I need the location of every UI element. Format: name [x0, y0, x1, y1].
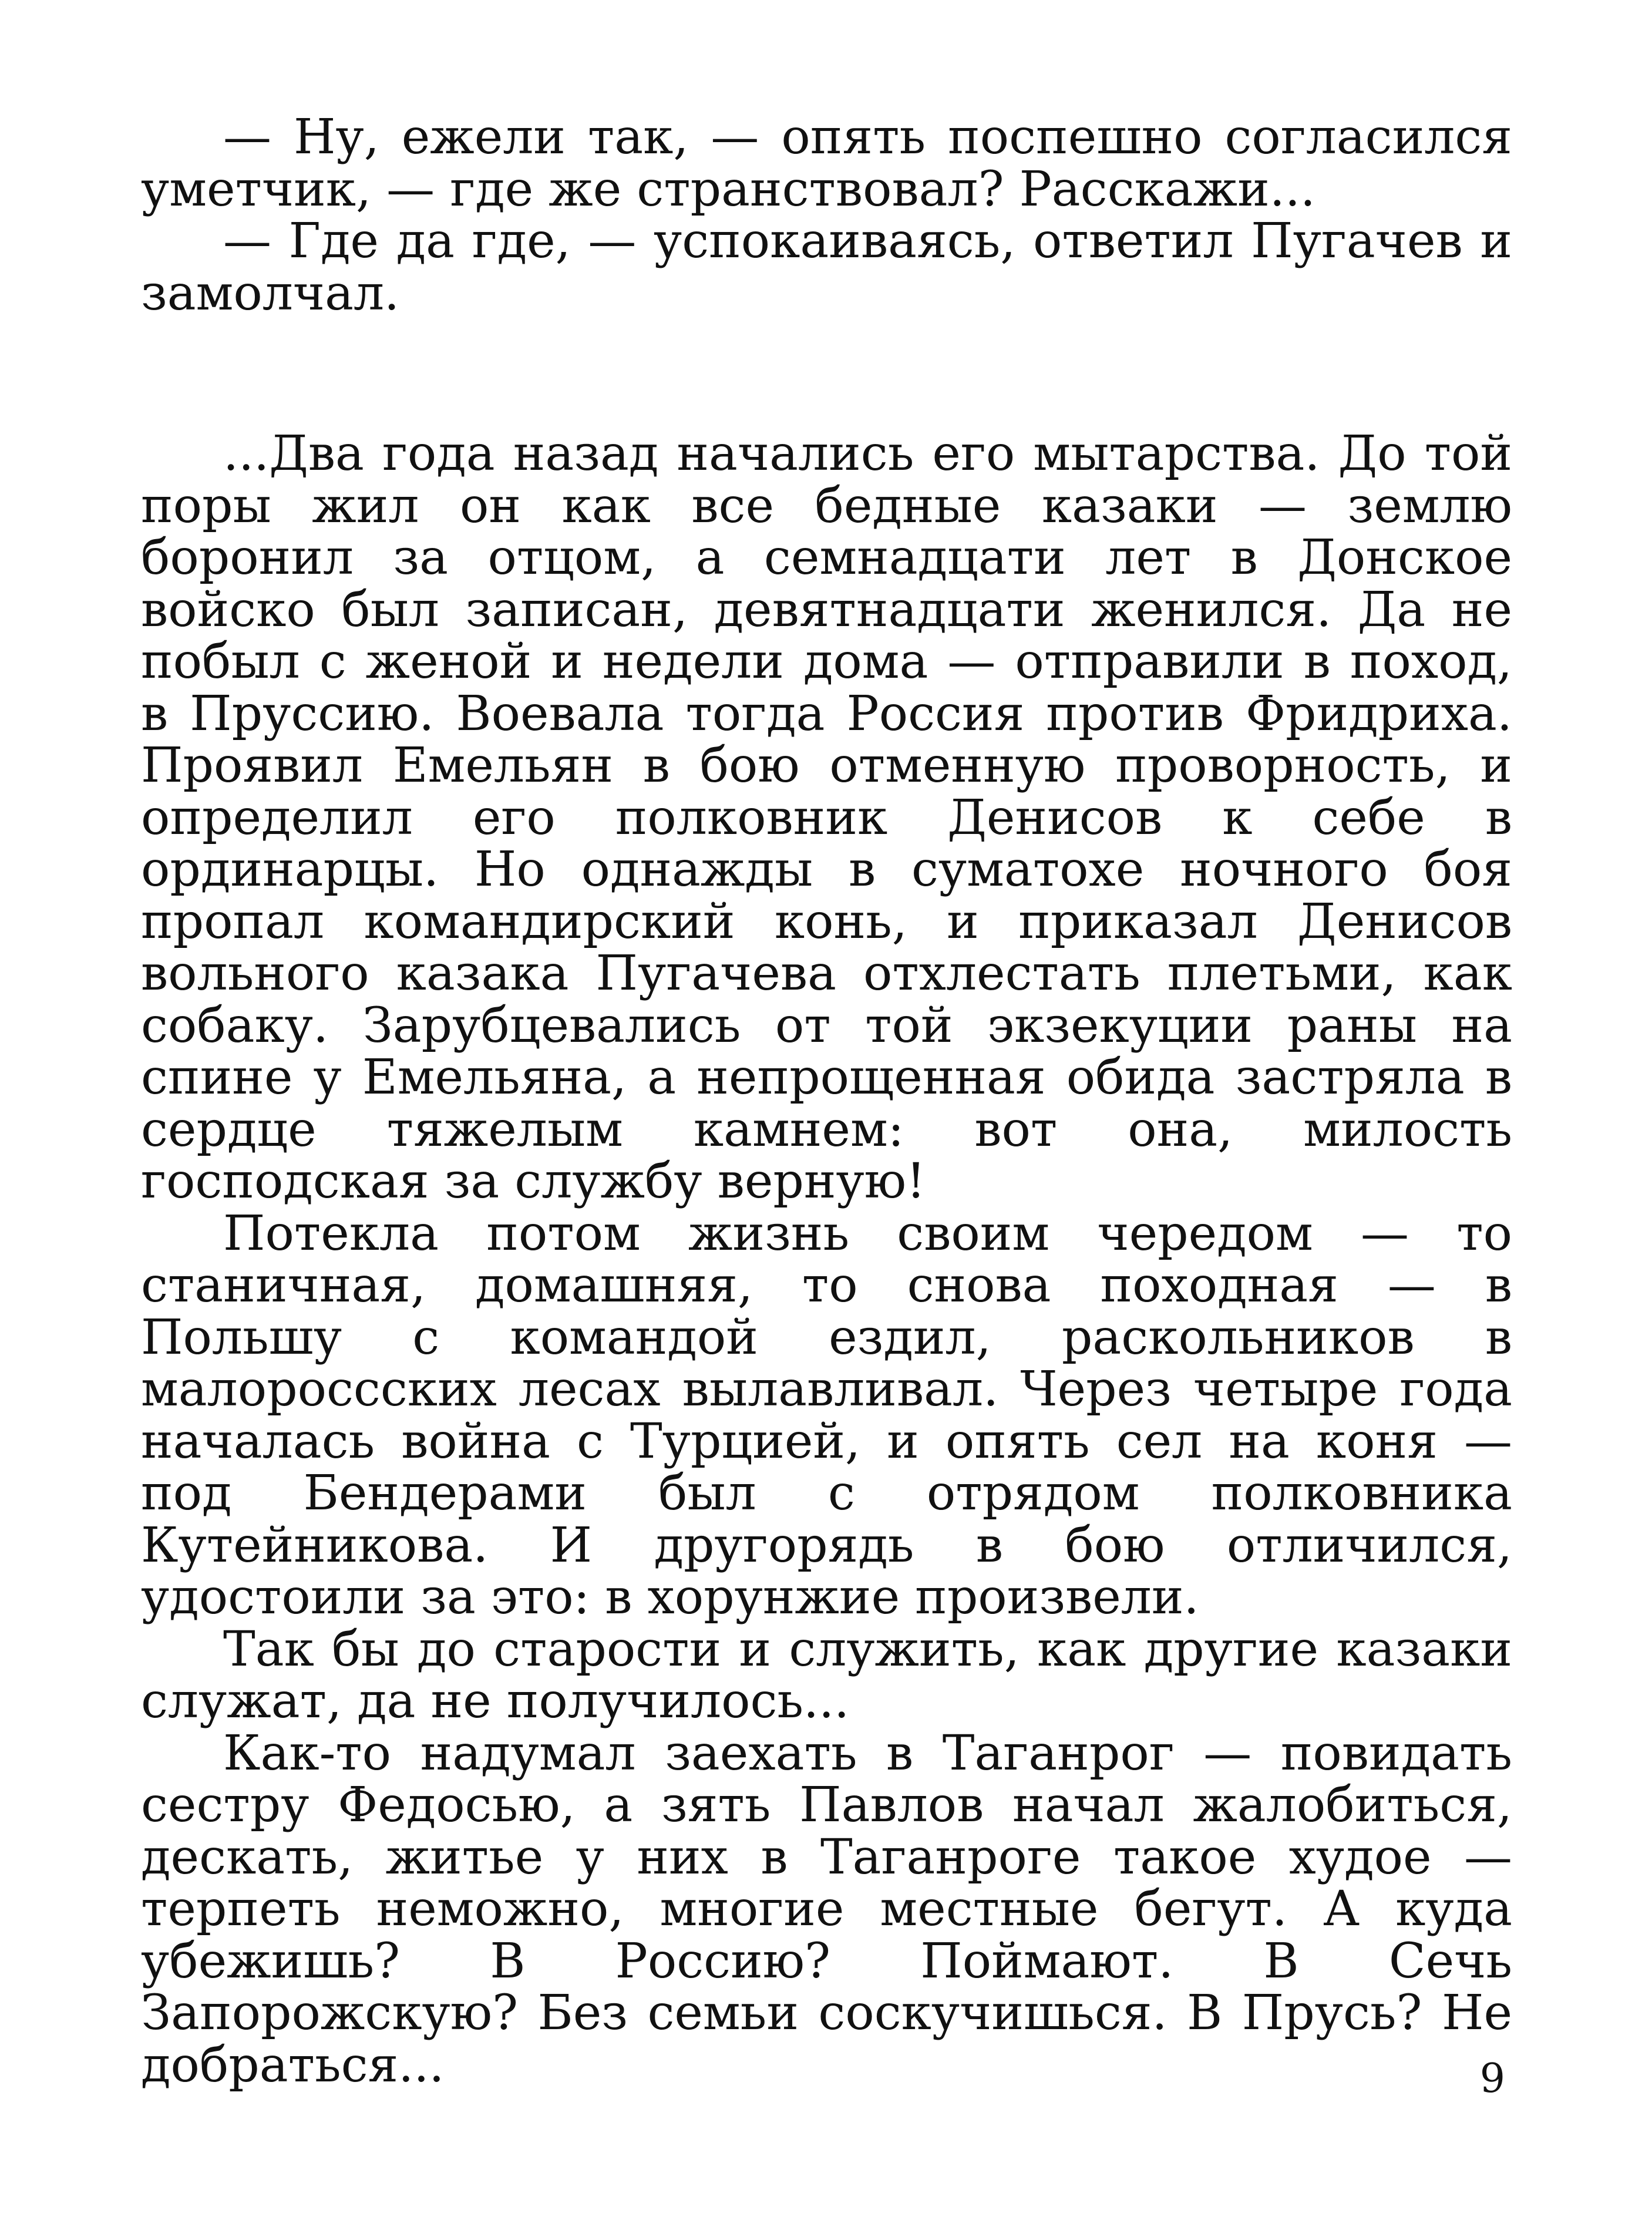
body-paragraph-1: ...Два года назад начались его мытарства. До той поры жил он как все бедные казаки — землю боронил за отцом, а семнадцати лет в Донское войско был записан, девятнадцати женился. Да не побыл с женой и недели дома — отправили в поход, в Пруссию. Воевала тогда Россия против Фридриха. Проявил Емельян в бою отменную проворность, и определил его полковник Денисов к себе в ординарцы. Но однажды в суматохе ночного боя пропал командирский конь, и приказал Денисов вольного казака Пугачева отхлестать плетьми, как собаку. Зарубцевались от той экзекуции раны на спине у Емельяна, а непрощенная обида застряла в сердце тяжелым камнем: вот она, милость господская за службу верную!	[141, 426, 1512, 1209]
body-paragraph-2: Потекла потом жизнь своим чередом — то станичная, домашняя, то снова походная — в Польшу с командой ездил, раскольников в малороссских лесах вылавливал. Через четыре года началась война с Турцией, и опять сел на коня — под Бендерами был с отрядом полковника Кутейникова. И другорядь в бою отличился, удостоили за это: в хорунжие произвели.	[141, 1205, 1512, 1625]
page-text	[141, 109, 1512, 2093]
body-paragraph-3: Так бы до старости и служить, как другие казаки служат, да не получилось...	[141, 1621, 1512, 1729]
dialogue-paragraph-2: — Где да где, — успокаиваясь, ответил Пугачев и замолчал.	[141, 213, 1512, 321]
section-break	[141, 319, 1512, 428]
page-number: 9	[1479, 2056, 1505, 2102]
body-paragraph-4: Как-то надумал заехать в Таганрог — повидать сестру Федосью, а зять Павлов начал жалобиться, дескать, житье у них в Таганроге такое худое — терпеть неможно, многие местные бегут. А куда убежишь? В Россию? Поймают. В Сечь Запорожскую? Без семьи соскучишься. В Прусь? Не добраться...	[141, 1725, 1512, 2093]
dialogue-paragraph-1: — Ну, ежели так, — опять поспешно согласился уметчик, — где же странствовал? Расскажи...	[141, 109, 1512, 217]
